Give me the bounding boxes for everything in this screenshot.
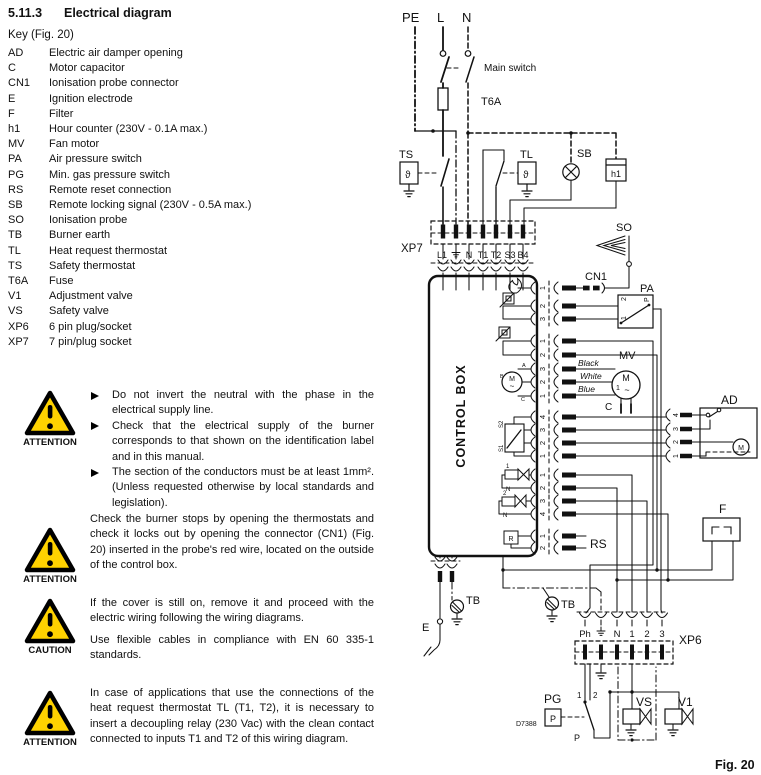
- key-row: [8, 244, 386, 259]
- warning-bullet: The section of the conductors must be at least 1mm². (Unless requested otherwise by local standards and legislation).: [90, 465, 374, 511]
- section-title-text: Electrical diagram: [64, 6, 172, 20]
- cb-pin-number: 1: [538, 453, 547, 459]
- tb-label: TB: [466, 595, 481, 607]
- key-row: [8, 274, 386, 289]
- mv-label: MV: [619, 350, 636, 362]
- key-code: C: [8, 62, 16, 75]
- key-code: TL: [8, 244, 21, 257]
- key-description: 7 pin/plug socket: [49, 335, 132, 348]
- motor-terminal: B: [500, 374, 504, 380]
- xp6-pin-label: 2: [644, 629, 650, 640]
- cb-pin-number: 1: [538, 533, 547, 539]
- key-code: XP6: [8, 320, 29, 333]
- main-switch-label: Main switch: [484, 63, 537, 74]
- relay-label: S2: [499, 420, 505, 428]
- key-code: PA: [8, 153, 22, 166]
- control-box-icons: [496, 279, 531, 549]
- key-description: Ionisation probe connector: [49, 77, 179, 90]
- connector-xp7: [401, 221, 535, 290]
- wire-color-label: White: [580, 371, 602, 381]
- xp7-pin-label: T2: [490, 250, 502, 260]
- motor-m: M: [622, 373, 630, 383]
- wire-color-label: Black: [578, 358, 599, 368]
- key-code: E: [8, 92, 16, 105]
- key-code: CN1: [8, 77, 31, 90]
- so-label: SO: [616, 222, 632, 234]
- key-row: [8, 320, 386, 335]
- pa-terminal: 2: [621, 297, 628, 301]
- ad-label: AD: [721, 393, 738, 407]
- cb-pin-number: 3: [538, 366, 547, 372]
- ts-label: TS: [399, 149, 414, 161]
- pg-p: P: [549, 714, 557, 724]
- xp7-pin-label: N: [465, 250, 473, 260]
- motor-terminal: A: [522, 363, 526, 369]
- xp6-pin-label: Ph: [579, 629, 591, 640]
- key-code: TB: [8, 229, 23, 242]
- control-box-label: CONTROL BOX: [454, 364, 468, 468]
- xp7-label: XP7: [401, 243, 423, 255]
- remote-reset-rs: [576, 536, 607, 551]
- key-description: Safety thermostat: [49, 259, 136, 272]
- key-row: [8, 137, 386, 152]
- cb-pin-number: 3: [538, 316, 547, 322]
- xp6-pin-label: N: [613, 629, 621, 640]
- h1-label: h1: [610, 169, 622, 179]
- key-description: Burner earth: [49, 229, 111, 242]
- capacitor-label: C: [605, 402, 613, 413]
- wire-bundle: [576, 309, 670, 613]
- motor-1: 1: [616, 385, 620, 392]
- key-description: Motor capacitor: [49, 62, 125, 75]
- key-code: T6A: [8, 275, 29, 288]
- ionisation-probe-circuit: [576, 222, 632, 293]
- section-number: 5.11.3: [8, 6, 43, 20]
- electrode-and-earth: [422, 556, 601, 656]
- cb-pin-number: 2: [538, 485, 547, 491]
- warning-attention-2: [14, 527, 86, 585]
- key-row: [8, 168, 386, 183]
- pe-label: PE: [402, 10, 420, 25]
- wiring-diagram: [391, 0, 761, 775]
- key-code: MV: [8, 138, 25, 151]
- control-box-pins: [531, 281, 576, 554]
- cb-pin-number: 1: [538, 472, 547, 478]
- mains-supply: [402, 10, 616, 224]
- key-code: RS: [8, 183, 24, 196]
- key-description: Min. gas pressure switch: [49, 168, 171, 181]
- key-list: [8, 46, 386, 350]
- xp6-pin-label: 1: [629, 629, 635, 640]
- cb-pin-number: 2: [538, 352, 547, 358]
- warning-text-2: [90, 512, 374, 574]
- warning-label: ATTENTION: [23, 737, 77, 748]
- key-row: [8, 228, 386, 243]
- key-code: F: [8, 107, 15, 120]
- key-row: [8, 122, 386, 137]
- key-row: [8, 107, 386, 122]
- warning-label: ATTENTION: [23, 574, 77, 585]
- key-description: Air pressure switch: [49, 153, 142, 166]
- v1-label: V1: [678, 695, 693, 709]
- reset-button-label: R: [508, 536, 514, 543]
- thermostat-symbol: ϑ: [523, 170, 529, 181]
- cb-pin-number: 2: [538, 379, 547, 385]
- key-row: [8, 259, 386, 274]
- key-description: Heat request thermostat: [49, 244, 168, 257]
- tb-label: TB: [561, 599, 576, 611]
- cb-pin-number: 1: [538, 285, 547, 291]
- cb-pin-number: 1: [538, 338, 547, 344]
- fuse-label: T6A: [481, 96, 502, 108]
- motor-tilde: ~: [624, 385, 630, 395]
- key-description: Remote locking signal (230V - 0.5A max.): [49, 199, 252, 212]
- key-code: AD: [8, 47, 24, 59]
- key-description: Safety valve: [49, 305, 109, 318]
- neutral-label: N: [462, 10, 472, 25]
- earth-symbol-icon: [597, 627, 605, 635]
- key-code: VS: [8, 305, 23, 318]
- valve-label: N: [506, 487, 511, 493]
- key-description: Ignition electrode: [49, 92, 133, 105]
- thermostat-symbol: ϑ: [405, 170, 411, 181]
- warning-text-4: [90, 686, 374, 748]
- warning-triangle-icon: [23, 390, 77, 437]
- key-code: TS: [8, 259, 23, 272]
- warning-triangle-icon: [23, 690, 77, 737]
- warning-paragraph: If the cover is still on, remove it and proceed with the electric wiring following the wiring diagrams.: [90, 597, 374, 625]
- key-description: Fan motor: [49, 138, 100, 151]
- fan-motor-mv: [576, 350, 640, 413]
- motor-terminal: C: [521, 397, 525, 403]
- cb-pin-number: 2: [538, 303, 547, 309]
- key-row: [8, 183, 386, 198]
- ad-pin-number: 4: [673, 413, 680, 417]
- pa-terminal: P: [644, 297, 651, 302]
- rs-label: RS: [590, 537, 607, 551]
- warning-attention-3: [14, 690, 86, 748]
- warning-bullet: Check that the electrical supply of the burner corresponds to that shown on the identification label and in this manual.: [90, 419, 374, 465]
- warning-label: CAUTION: [28, 645, 72, 656]
- warning-triangle-icon: [23, 598, 77, 645]
- figure-caption: Fig. 20: [715, 758, 755, 772]
- e-label: E: [422, 622, 430, 634]
- key-row: [8, 198, 386, 213]
- safety-thermostat-ts: [399, 149, 449, 224]
- key-caption: Key (Fig. 20): [8, 29, 74, 41]
- key-code: PG: [8, 168, 24, 181]
- sb-label: SB: [577, 148, 592, 160]
- ad-motor-label: M: [738, 445, 744, 452]
- valve-label: 2: [503, 491, 507, 497]
- key-code: h1: [8, 123, 21, 136]
- cb-pin-number: 3: [538, 427, 547, 433]
- key-row: [8, 46, 386, 61]
- connector-xp6: [575, 612, 702, 679]
- key-description: Remote reset connection: [49, 183, 172, 196]
- xp6-label: XP6: [679, 633, 702, 647]
- key-row: [8, 76, 386, 91]
- xp7-pin-label: B4: [517, 250, 529, 260]
- ad-pin-number: 2: [673, 440, 680, 444]
- cb-pin-number: 3: [538, 498, 547, 504]
- key-code: V1: [8, 290, 22, 303]
- key-row: [8, 289, 386, 304]
- key-row: [8, 304, 386, 319]
- key-row: [8, 92, 386, 107]
- probe-icon: [597, 236, 625, 255]
- vs-label: VS: [636, 695, 653, 709]
- ad-pin-number: 3: [673, 427, 680, 431]
- key-row: [8, 213, 386, 228]
- wire-color-label: Blue: [578, 384, 596, 394]
- valve-label: N: [503, 513, 508, 519]
- key-row: [8, 152, 386, 167]
- warning-caution: [14, 598, 86, 656]
- f-label: F: [719, 502, 727, 516]
- ad-pin-number: 1: [673, 454, 680, 458]
- motor-icon-label: M: [509, 376, 515, 383]
- flame-icon: [509, 279, 531, 294]
- pg-label: PG: [544, 692, 562, 706]
- key-code: SB: [8, 199, 23, 212]
- pa-terminal: 1: [621, 316, 628, 320]
- warning-paragraph: Check the burner stops by opening the thermostats and check it locks out by opening the connector (CN1) (Fig. 20) inserted in the probe's red wire, located on the outside of the control box.: [90, 513, 374, 572]
- cb-pin-number: 2: [538, 440, 547, 446]
- cb-pin-number: 4: [538, 414, 547, 420]
- p-contact-label: P: [574, 733, 581, 743]
- key-description: Filter: [49, 107, 74, 120]
- cb-pin-number: 2: [538, 545, 547, 551]
- cn1-label: CN1: [585, 271, 608, 283]
- xp7-pin-label: S3: [504, 250, 516, 260]
- valve-label: 1: [506, 464, 510, 470]
- xp7-pin-label: L1: [436, 250, 448, 260]
- tl-label: TL: [520, 149, 533, 161]
- drawing-code: D7388: [516, 721, 537, 728]
- warning-attention-1: [14, 390, 86, 448]
- pg-terminal: 2: [593, 691, 598, 700]
- cb-pin-number: 1: [538, 393, 547, 399]
- pg-terminal: 1: [577, 691, 582, 700]
- warning-paragraph: Use flexible cables in compliance with EN 60 335-1 standards.: [90, 633, 374, 662]
- key-description: Adjustment valve: [49, 290, 133, 303]
- key-description: Ionisation probe: [49, 214, 128, 227]
- key-description: 6 pin plug/socket: [49, 320, 132, 333]
- warning-label: ATTENTION: [23, 437, 77, 448]
- warning-paragraph: In case of applications that use the connections of the heat request thermostat TL (T1, T2), it is necessary to insert a decoupling relay (230 Vac) with the clean contact connected to inputs T1 and T2 of this wiring diagram.: [90, 687, 374, 746]
- key-description: Electric air damper opening: [49, 47, 183, 59]
- motor-icon-tilde: ~: [509, 382, 515, 391]
- key-description: Hour counter (230V - 0.1A max.): [49, 123, 208, 136]
- key-code: SO: [8, 214, 24, 227]
- key-row: [8, 61, 386, 76]
- xp7-pin-label: T1: [477, 250, 489, 260]
- xp6-pin-label: 3: [659, 629, 665, 640]
- warning-triangle-icon: [23, 527, 77, 574]
- pa-label: PA: [640, 283, 654, 295]
- warning-text-3: [90, 596, 374, 664]
- air-damper-ad: [576, 393, 757, 462]
- key-description: Fuse: [49, 275, 74, 288]
- relay-label: S1: [499, 444, 505, 452]
- warning-text-1: [90, 388, 374, 511]
- key-row: [8, 335, 386, 350]
- warning-bullet: Do not invert the neutral with the phase in the electrical supply line.: [90, 388, 374, 419]
- section-title: [8, 6, 172, 20]
- key-code: XP7: [8, 335, 29, 348]
- cb-pin-number: 4: [538, 511, 547, 517]
- line-label: L: [437, 10, 445, 25]
